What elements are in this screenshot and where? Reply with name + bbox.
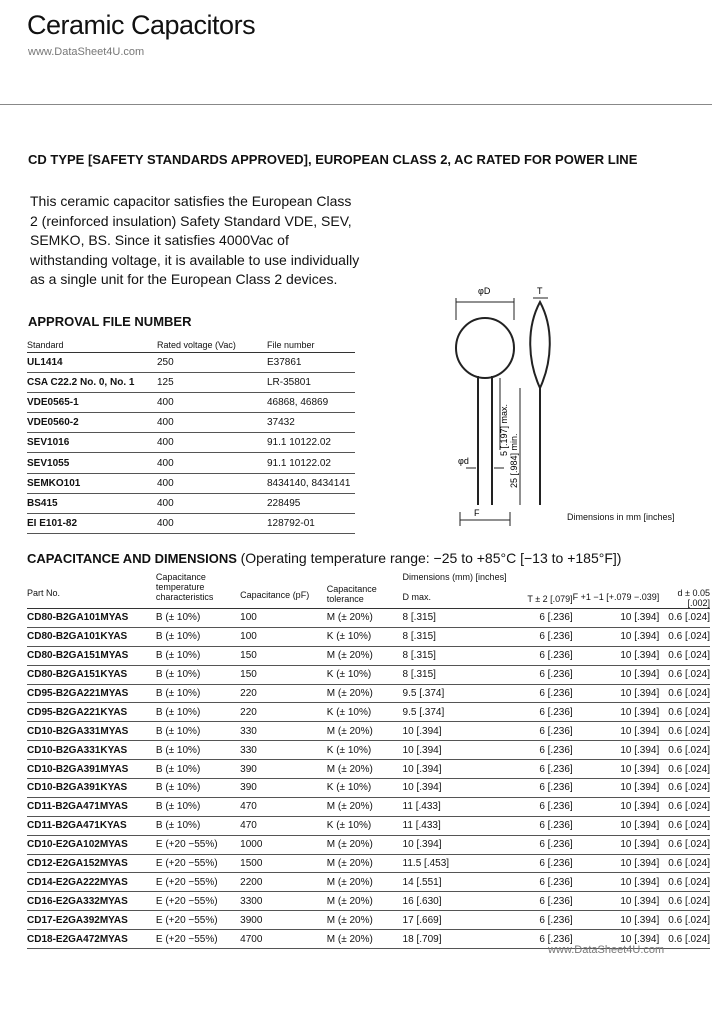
capacitance-heading-range: (Operating temperature range: −25 to +85°C [−13 to +185°F]) <box>240 550 622 566</box>
temp-characteristic: B (± 10%) <box>156 797 240 816</box>
capacitance-value: 220 <box>240 703 327 722</box>
capacitance-value: 100 <box>240 609 327 628</box>
t-dim: 6 [.236] <box>507 646 573 665</box>
capacitance-value: 330 <box>240 741 327 760</box>
part-number: CD10-B2GA331KYAS <box>27 741 156 760</box>
header-f: F +1 −1 [+.079 −.039] <box>573 572 660 609</box>
header-dimensions-group <box>403 572 507 609</box>
capacitance-value: 390 <box>240 779 327 798</box>
approval-file-number: 37432 <box>267 413 355 433</box>
capacitance-value: 470 <box>240 816 327 835</box>
approval-voltage: 400 <box>157 453 267 473</box>
capacitance-row <box>27 627 710 646</box>
capacitance-row <box>27 797 710 816</box>
t-dim: 6 [.236] <box>507 797 573 816</box>
t-dim: 6 [.236] <box>507 816 573 835</box>
temp-characteristic: E (+20 −55%) <box>156 835 240 854</box>
d-max: 17 [.669] <box>403 911 507 930</box>
d-max: 9.5 [.374] <box>403 684 507 703</box>
approval-body <box>27 353 355 534</box>
part-number: CD17-E2GA392MYAS <box>27 911 156 930</box>
capacitance-row <box>27 873 710 892</box>
temp-characteristic: B (± 10%) <box>156 627 240 646</box>
d-max: 8 [.315] <box>403 665 507 684</box>
part-number: CD10-B2GA391MYAS <box>27 760 156 779</box>
part-number: CD80-B2GA101KYAS <box>27 627 156 646</box>
approval-voltage: 400 <box>157 473 267 493</box>
d-dim: 0.6 [.024] <box>659 646 710 665</box>
f-dim: 10 [.394] <box>573 797 660 816</box>
tolerance: M (± 20%) <box>327 722 403 741</box>
approval-heading: APPROVAL FILE NUMBER <box>28 314 192 329</box>
d-max: 9.5 [.374] <box>403 703 507 722</box>
tolerance: M (± 20%) <box>327 646 403 665</box>
tolerance: M (± 20%) <box>327 609 403 628</box>
capacitance-value: 330 <box>240 722 327 741</box>
tolerance: M (± 20%) <box>327 797 403 816</box>
capacitance-row <box>27 835 710 854</box>
capacitance-row <box>27 609 710 628</box>
header-d: d ± 0.05 [.002] <box>659 572 710 609</box>
tolerance: M (± 20%) <box>327 911 403 930</box>
capacitance-row <box>27 760 710 779</box>
temp-characteristic: B (± 10%) <box>156 760 240 779</box>
approval-voltage: 400 <box>157 393 267 413</box>
d-max: 10 [.394] <box>403 835 507 854</box>
f-dim: 10 [.394] <box>573 665 660 684</box>
tolerance: M (± 20%) <box>327 930 403 949</box>
approval-row <box>27 453 355 473</box>
d-max: 8 [.315] <box>403 646 507 665</box>
f-dim: 10 [.394] <box>573 684 660 703</box>
part-number: CD11-B2GA471KYAS <box>27 816 156 835</box>
approval-file-number: 228495 <box>267 493 355 513</box>
d-dim: 0.6 [.024] <box>659 816 710 835</box>
temp-characteristic: B (± 10%) <box>156 703 240 722</box>
temp-characteristic: B (± 10%) <box>156 609 240 628</box>
capacitance-row <box>27 703 710 722</box>
d-max: 8 [.315] <box>403 609 507 628</box>
header-tolerance: Capacitance tolerance <box>327 572 403 609</box>
approval-header-file: File number <box>267 338 355 353</box>
d-dim: 0.6 [.024] <box>659 797 710 816</box>
watermark-link[interactable]: www.DataSheet4U.com <box>28 46 145 58</box>
t-dim: 6 [.236] <box>507 873 573 892</box>
d-dim: 0.6 [.024] <box>659 760 710 779</box>
header-dmax: D max. <box>402 592 432 602</box>
t-dim: 6 [.236] <box>507 892 573 911</box>
d-max: 14 [.551] <box>403 873 507 892</box>
header-temp-char: Capacitance temperature characteristics <box>156 572 240 609</box>
d-max: 11.5 [.453] <box>403 854 507 873</box>
approval-voltage: 400 <box>157 413 267 433</box>
tolerance: M (± 20%) <box>327 892 403 911</box>
watermark-link-bottom[interactable]: www.DataSheet4U.com <box>548 944 665 956</box>
capacitance-heading <box>27 550 621 566</box>
capacitance-value: 1500 <box>240 854 327 873</box>
d-dim: 0.6 [.024] <box>659 930 710 949</box>
part-number: CD10-E2GA102MYAS <box>27 835 156 854</box>
f-dim: 10 [.394] <box>573 911 660 930</box>
capacitance-value: 390 <box>240 760 327 779</box>
capacitance-header-row <box>27 572 710 609</box>
capacitance-row <box>27 892 710 911</box>
part-number: CD12-E2GA152MYAS <box>27 854 156 873</box>
part-number: CD14-E2GA222MYAS <box>27 873 156 892</box>
t-dim: 6 [.236] <box>507 627 573 646</box>
capacitance-row <box>27 646 710 665</box>
f-dim: 10 [.394] <box>573 892 660 911</box>
d-dim: 0.6 [.024] <box>659 609 710 628</box>
approval-row <box>27 513 355 533</box>
approval-row <box>27 473 355 493</box>
t-dim: 6 [.236] <box>507 930 573 949</box>
t-dim: 6 [.236] <box>507 779 573 798</box>
approval-standard: SEV1055 <box>27 453 157 473</box>
tolerance: K (± 10%) <box>327 816 403 835</box>
f-dim: 10 [.394] <box>573 854 660 873</box>
capacitance-value: 3300 <box>240 892 327 911</box>
label-T: T <box>537 286 543 296</box>
d-dim: 0.6 [.024] <box>659 854 710 873</box>
d-max: 16 [.630] <box>403 892 507 911</box>
temp-characteristic: E (+20 −55%) <box>156 911 240 930</box>
t-dim: 6 [.236] <box>507 703 573 722</box>
f-dim: 10 [.394] <box>573 646 660 665</box>
capacitance-body <box>27 572 710 949</box>
approval-voltage: 400 <box>157 513 267 533</box>
f-dim: 10 [.394] <box>573 930 660 949</box>
part-number: CD18-E2GA472MYAS <box>27 930 156 949</box>
capacitance-value: 2200 <box>240 873 327 892</box>
part-number: CD10-B2GA391KYAS <box>27 779 156 798</box>
temp-characteristic: E (+20 −55%) <box>156 930 240 949</box>
label-phiD: φD <box>478 286 491 296</box>
header-capacitance: Capacitance (pF) <box>240 572 327 609</box>
temp-characteristic: B (± 10%) <box>156 816 240 835</box>
capacitance-table <box>27 572 710 949</box>
approval-row <box>27 413 355 433</box>
tolerance: K (± 10%) <box>327 665 403 684</box>
approval-voltage: 400 <box>157 433 267 453</box>
capacitance-row <box>27 911 710 930</box>
d-dim: 0.6 [.024] <box>659 684 710 703</box>
t-dim: 6 [.236] <box>507 684 573 703</box>
approval-row <box>27 393 355 413</box>
temp-characteristic: E (+20 −55%) <box>156 873 240 892</box>
t-dim: 6 [.236] <box>507 835 573 854</box>
approval-standard: EI E101-82 <box>27 513 157 533</box>
f-dim: 10 [.394] <box>573 703 660 722</box>
tolerance: K (± 10%) <box>327 779 403 798</box>
capacitance-row <box>27 684 710 703</box>
approval-row <box>27 353 355 373</box>
approval-file-number: 91.1 10122.02 <box>267 433 355 453</box>
section-title: CD TYPE [SAFETY STANDARDS APPROVED], EUROPEAN CLASS 2, AC RATED FOR POWER LINE <box>28 152 638 167</box>
label-len-25: 25 [.984] min. <box>509 433 519 488</box>
tolerance: K (± 10%) <box>327 627 403 646</box>
label-phid: φd <box>458 456 469 466</box>
d-max: 11 [.433] <box>403 797 507 816</box>
approval-file-number: LR-35801 <box>267 373 355 393</box>
approval-row <box>27 493 355 513</box>
capacitor-disc-front <box>456 318 514 378</box>
d-dim: 0.6 [.024] <box>659 722 710 741</box>
t-dim: 6 [.236] <box>507 741 573 760</box>
f-dim: 10 [.394] <box>573 760 660 779</box>
approval-voltage: 400 <box>157 493 267 513</box>
approval-file-number: 8434140, 8434141 <box>267 473 355 493</box>
d-dim: 0.6 [.024] <box>659 873 710 892</box>
part-number: CD80-B2GA101MYAS <box>27 609 156 628</box>
intro-paragraph: This ceramic capacitor satisfies the European Class 2 (reinforced insulation) Safety Standard VDE, SEV, SEMKO, BS. Since it satisfies 4000Vac of withstanding voltage, it is available to use individually as a single unit for the European Class 2 devices. <box>30 193 360 287</box>
temp-characteristic: B (± 10%) <box>156 779 240 798</box>
part-number: CD10-B2GA331MYAS <box>27 722 156 741</box>
approval-row <box>27 433 355 453</box>
approval-table <box>27 338 355 534</box>
part-number: CD11-B2GA471MYAS <box>27 797 156 816</box>
tolerance: K (± 10%) <box>327 741 403 760</box>
capacitance-value: 100 <box>240 627 327 646</box>
tolerance: M (± 20%) <box>327 684 403 703</box>
approval-voltage: 250 <box>157 353 267 373</box>
f-dim: 10 [.394] <box>573 873 660 892</box>
temp-characteristic: B (± 10%) <box>156 741 240 760</box>
part-number: CD80-B2GA151KYAS <box>27 665 156 684</box>
d-dim: 0.6 [.024] <box>659 911 710 930</box>
temp-characteristic: B (± 10%) <box>156 665 240 684</box>
temp-characteristic: E (+20 −55%) <box>156 854 240 873</box>
approval-file-number: E37861 <box>267 353 355 373</box>
approval-file-number: 128792-01 <box>267 513 355 533</box>
approval-header-standard: Standard <box>27 338 157 353</box>
header-part-no: Part No. <box>27 572 156 609</box>
label-F: F <box>474 508 480 518</box>
t-dim: 6 [.236] <box>507 665 573 684</box>
tolerance: M (± 20%) <box>327 835 403 854</box>
tolerance: M (± 20%) <box>327 760 403 779</box>
approval-standard: VDE0560-2 <box>27 413 157 433</box>
approval-file-number: 46868, 46869 <box>267 393 355 413</box>
d-max: 10 [.394] <box>403 760 507 779</box>
capacitance-row <box>27 741 710 760</box>
f-dim: 10 [.394] <box>573 609 660 628</box>
d-max: 10 [.394] <box>403 779 507 798</box>
capacitance-value: 150 <box>240 665 327 684</box>
f-dim: 10 [.394] <box>573 722 660 741</box>
capacitor-dimension-diagram <box>440 280 720 530</box>
page-title: Ceramic Capacitors <box>27 10 256 40</box>
f-dim: 10 [.394] <box>573 627 660 646</box>
approval-voltage: 125 <box>157 373 267 393</box>
part-number: CD16-E2GA332MYAS <box>27 892 156 911</box>
d-dim: 0.6 [.024] <box>659 741 710 760</box>
capacitance-row <box>27 816 710 835</box>
divider <box>0 104 712 105</box>
capacitance-value: 4700 <box>240 930 327 949</box>
temp-characteristic: B (± 10%) <box>156 722 240 741</box>
temp-characteristic: B (± 10%) <box>156 684 240 703</box>
d-max: 10 [.394] <box>403 741 507 760</box>
capacitance-value: 150 <box>240 646 327 665</box>
capacitance-row <box>27 722 710 741</box>
approval-standard: CSA C22.2 No. 0, No. 1 <box>27 373 157 393</box>
d-dim: 0.6 [.024] <box>659 627 710 646</box>
approval-standard: SEMKO101 <box>27 473 157 493</box>
temp-characteristic: B (± 10%) <box>156 646 240 665</box>
capacitance-heading-main: CAPACITANCE AND DIMENSIONS <box>27 551 237 566</box>
part-number: CD95-B2GA221MYAS <box>27 684 156 703</box>
d-dim: 0.6 [.024] <box>659 703 710 722</box>
capacitance-row <box>27 779 710 798</box>
header-t: T ± 2 [.079] <box>507 572 573 609</box>
d-max: 8 [.315] <box>403 627 507 646</box>
temp-characteristic: E (+20 −55%) <box>156 892 240 911</box>
d-dim: 0.6 [.024] <box>659 835 710 854</box>
f-dim: 10 [.394] <box>573 816 660 835</box>
approval-standard: UL1414 <box>27 353 157 373</box>
t-dim: 6 [.236] <box>507 854 573 873</box>
t-dim: 6 [.236] <box>507 722 573 741</box>
capacitor-disc-side <box>530 302 550 388</box>
d-max: 11 [.433] <box>403 816 507 835</box>
dimension-caption: Dimensions in mm [inches] <box>567 512 675 522</box>
approval-standard: SEV1016 <box>27 433 157 453</box>
d-max: 18 [.709] <box>403 930 507 949</box>
tolerance: M (± 20%) <box>327 854 403 873</box>
capacitance-row <box>27 854 710 873</box>
part-number: CD95-B2GA221KYAS <box>27 703 156 722</box>
approval-standard: VDE0565-1 <box>27 393 157 413</box>
f-dim: 10 [.394] <box>573 741 660 760</box>
d-dim: 0.6 [.024] <box>659 892 710 911</box>
capacitance-value: 3900 <box>240 911 327 930</box>
approval-file-number: 91.1 10122.02 <box>267 453 355 473</box>
part-number: CD80-B2GA151MYAS <box>27 646 156 665</box>
f-dim: 10 [.394] <box>573 779 660 798</box>
d-dim: 0.6 [.024] <box>659 665 710 684</box>
header-dimensions: Dimensions (mm) [inches] <box>402 572 507 582</box>
approval-header-voltage: Rated voltage (Vac) <box>157 338 267 353</box>
d-max: 10 [.394] <box>403 722 507 741</box>
label-len-5: 5 [.197] max. <box>499 403 509 456</box>
t-dim: 6 [.236] <box>507 609 573 628</box>
d-dim: 0.6 [.024] <box>659 779 710 798</box>
capacitance-row <box>27 665 710 684</box>
t-dim: 6 [.236] <box>507 760 573 779</box>
approval-standard: BS415 <box>27 493 157 513</box>
capacitance-value: 470 <box>240 797 327 816</box>
tolerance: K (± 10%) <box>327 703 403 722</box>
tolerance: M (± 20%) <box>327 873 403 892</box>
capacitance-value: 220 <box>240 684 327 703</box>
t-dim: 6 [.236] <box>507 911 573 930</box>
f-dim: 10 [.394] <box>573 835 660 854</box>
approval-row <box>27 373 355 393</box>
capacitance-value: 1000 <box>240 835 327 854</box>
